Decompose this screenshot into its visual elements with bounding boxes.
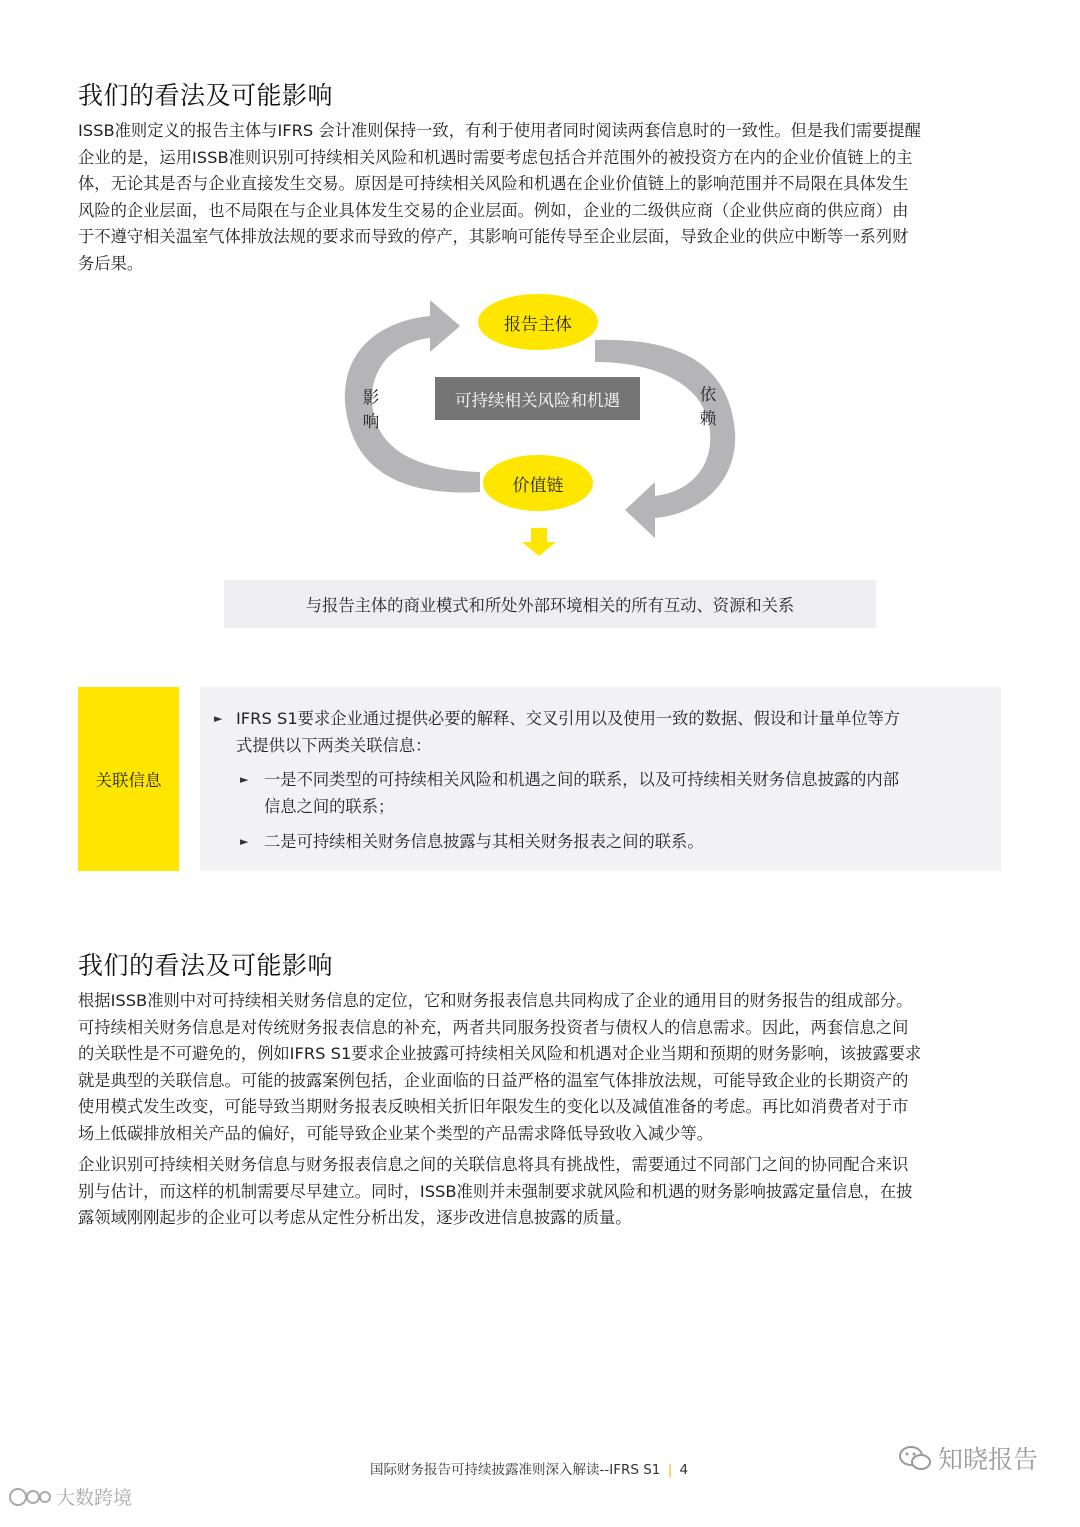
text-line: 于不遵守相关温室气体排放法规的要求而导致的停产，其影响可能传导至企业层面，导致企业的供应中断等一系列财: [78, 227, 909, 247]
section-heading-1: 我们的看法及可能影响: [78, 81, 334, 110]
callout-body: [200, 687, 1001, 871]
text-line: 就是典型的关联信息。可能的披露案例包括，企业面临的日益严格的温室气体排放法规，可能导致企业的长期资产的: [78, 1070, 909, 1090]
section1-paragraph: [78, 118, 1018, 278]
text-line: 根据ISSB准则中对可持续相关财务信息的定位，它和财务报表信息共同构成了企业的通用目的财务报告的组成部分。: [78, 991, 913, 1010]
center-box: 可持续相关风险和机遇: [435, 377, 640, 420]
watermark-right: [898, 1440, 1038, 1476]
wechat-icon: [898, 1444, 932, 1472]
text-line: 使用模式发生改变，可能导致当期财务报表反映相关折旧年限发生的变化以及减值准备的考虑。再比如消费者对于市: [78, 1097, 909, 1117]
brand-logo-icon: [8, 1485, 52, 1509]
text-line: 风险的企业层面，也不局限在与企业具体发生交易的企业层面。例如，企业的二级供应商（企业供应商的供应商）由: [78, 200, 909, 220]
text-line: 企业识别可持续相关财务信息与财务报表信息之间的关联信息将具有挑战性，需要通过不同部门之间的协同配合来识: [78, 1155, 909, 1174]
watermark-left: [8, 1483, 132, 1510]
influence-label: 影 响: [362, 388, 380, 431]
page-footer: [370, 1458, 688, 1478]
watermark-right-text: 知晓报告: [938, 1445, 1039, 1474]
dependency-label: 依 赖: [699, 385, 717, 428]
page-number: 4: [679, 1462, 689, 1478]
text-line: 可持续相关财务信息是对传统财务报表信息的补充，两者共同服务投资者与债权人的信息需求。因此，两套信息之间: [78, 1017, 909, 1037]
triangle-bullet-icon: ►: [214, 712, 223, 725]
callout-main-bullet: ► IFRS S1要求企业通过提供必要的解释、交叉引用以及使用一致的数据、假设和计量单位等方 式提供以下两类关联信息：: [214, 705, 996, 759]
section-heading-2: 我们的看法及可能影响: [78, 951, 334, 980]
footer-separator: |: [667, 1462, 673, 1478]
text-line: 的关联性是不可避免的，例如IFRS S1要求企业披露可持续相关风险和机遇对企业当期和预期的财务影响，该披露要求: [78, 1044, 922, 1064]
triangle-bullet-icon: ►: [240, 773, 249, 786]
right-arrow-icon: [595, 340, 735, 538]
relation-bar: 与报告主体的商业模式和所处外部环境相关的所有互动、资源和关系: [224, 580, 876, 628]
text-line: 务后果。: [78, 253, 144, 273]
text-line: 体，无论其是否与企业直接发生交易。原因是可持续相关风险和机遇在企业价值链上的影响范围并不局限在具体发生: [78, 174, 909, 194]
down-arrow-icon: [522, 528, 556, 556]
callout-tag: 关联信息: [78, 687, 179, 871]
text-line: ISSB准则定义的报告主体与IFRS 会计准则保持一致，有利于使用者同时阅读两套信息时的一致性。但是我们需要提醒: [78, 121, 921, 140]
watermark-left-text: 大数跨境: [56, 1487, 133, 1509]
section2-paragraph-1: [78, 988, 1018, 1148]
text-line: 别与估计，而这样的机制需要尽早建立。同时，ISSB准则并未强制要求就风险和机遇的财务影响披露定量信息，在披: [78, 1181, 913, 1201]
triangle-bullet-icon: ►: [240, 835, 249, 848]
text-line: 场上低碳排放相关产品的偏好，可能导致企业某个类型的产品需求降低导致收入减少等。: [78, 1123, 713, 1143]
value-chain-diagram: [330, 292, 750, 582]
value-chain-oval: 价值链: [483, 455, 593, 511]
callout-sub-bullet-1: ► 一是不同类型的可持续相关风险和机遇之间的联系，以及可持续相关财务信息披露的内部 信息之间的联系；: [240, 766, 1004, 820]
text-line: 露领域刚刚起步的企业可以考虑从定性分析出发，逐步改进信息披露的质量。: [78, 1208, 632, 1228]
section2-paragraph-2: [78, 1152, 1018, 1232]
footer-title: 国际财务报告可持续披露准则深入解读--IFRS S1: [370, 1462, 661, 1478]
reporting-entity-oval: 报告主体: [478, 294, 598, 350]
callout-sub-bullet-2: ► 二是可持续相关财务信息披露与其相关财务报表之间的联系。: [240, 828, 1004, 855]
text-line: 企业的是，运用ISSB准则识别可持续相关风险和机遇时需要考虑包括合并范围外的被投资方在内的企业价值链上的主: [78, 147, 913, 167]
